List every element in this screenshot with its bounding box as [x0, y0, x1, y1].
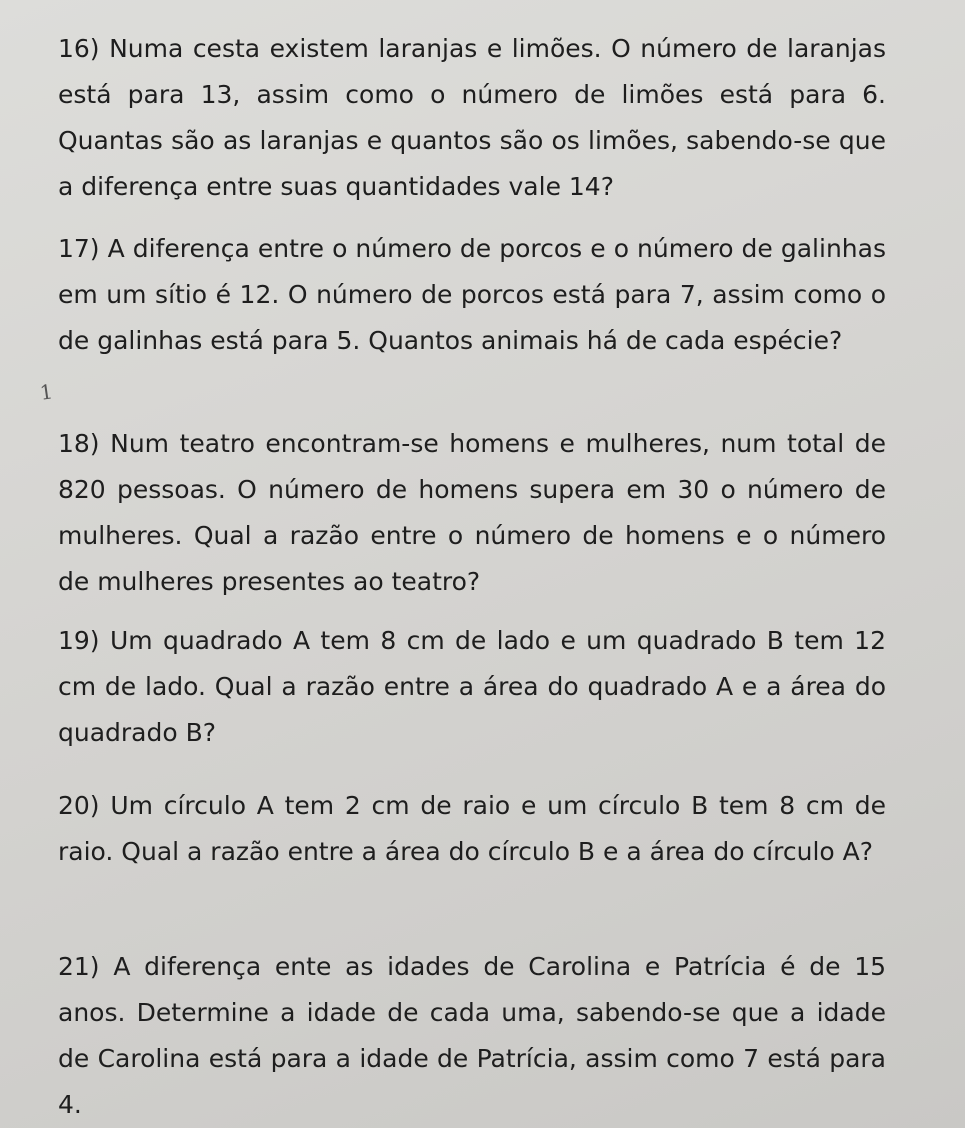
question-text: Um círculo A tem 2 cm de raio e um círculo B tem 8 cm de raio. Qual a razão entre a área do círculo B e a área do círculo A? [58, 791, 887, 866]
question-21 [58, 944, 886, 1128]
question-19 [58, 618, 886, 756]
question-text: Um quadrado A tem 8 cm de lado e um quadrado B tem 12 cm de lado. Qual a razão entre a área do quadrado A e a área do quadrado B? [58, 626, 886, 747]
question-17 [58, 226, 886, 364]
question-number: 20) [58, 791, 100, 820]
question-text: A diferença ente as idades de Carolina e Patrícia é de 15 anos. Determine a idade de cada uma, sabendo-se que a idade de Carolina está para a idade de Patrícia, assim como 7 está para 4. [58, 952, 887, 1119]
question-text: A diferença entre o número de porcos e o número de galinhas em um sítio é 12. O número de porcos está para 7, assim como o de galinhas está para 5. Quantos animais há de cada espécie? [58, 234, 886, 355]
question-20 [58, 783, 886, 875]
question-18 [58, 421, 886, 605]
question-number: 16) [58, 34, 100, 63]
question-text: Numa cesta existem laranjas e limões. O número de laranjas está para 13, assim como o número de limões está para 6. Quantas são as laranjas e quantos são os limões, sabendo-se que a diferença entre suas quantidades vale 14? [58, 34, 887, 201]
question-number: 18) [58, 429, 100, 458]
question-16 [58, 26, 886, 210]
handwritten-margin-mark: 1 [38, 379, 55, 405]
question-number: 21) [58, 952, 100, 981]
question-text: Num teatro encontram-se homens e mulheres, num total de 820 pessoas. O número de homens supera em 30 o número de mulheres. Qual a razão entre o número de homens e o número de mulheres presentes ao teatro? [58, 429, 886, 596]
question-number: 17) [58, 234, 100, 263]
question-number: 19) [58, 626, 100, 655]
